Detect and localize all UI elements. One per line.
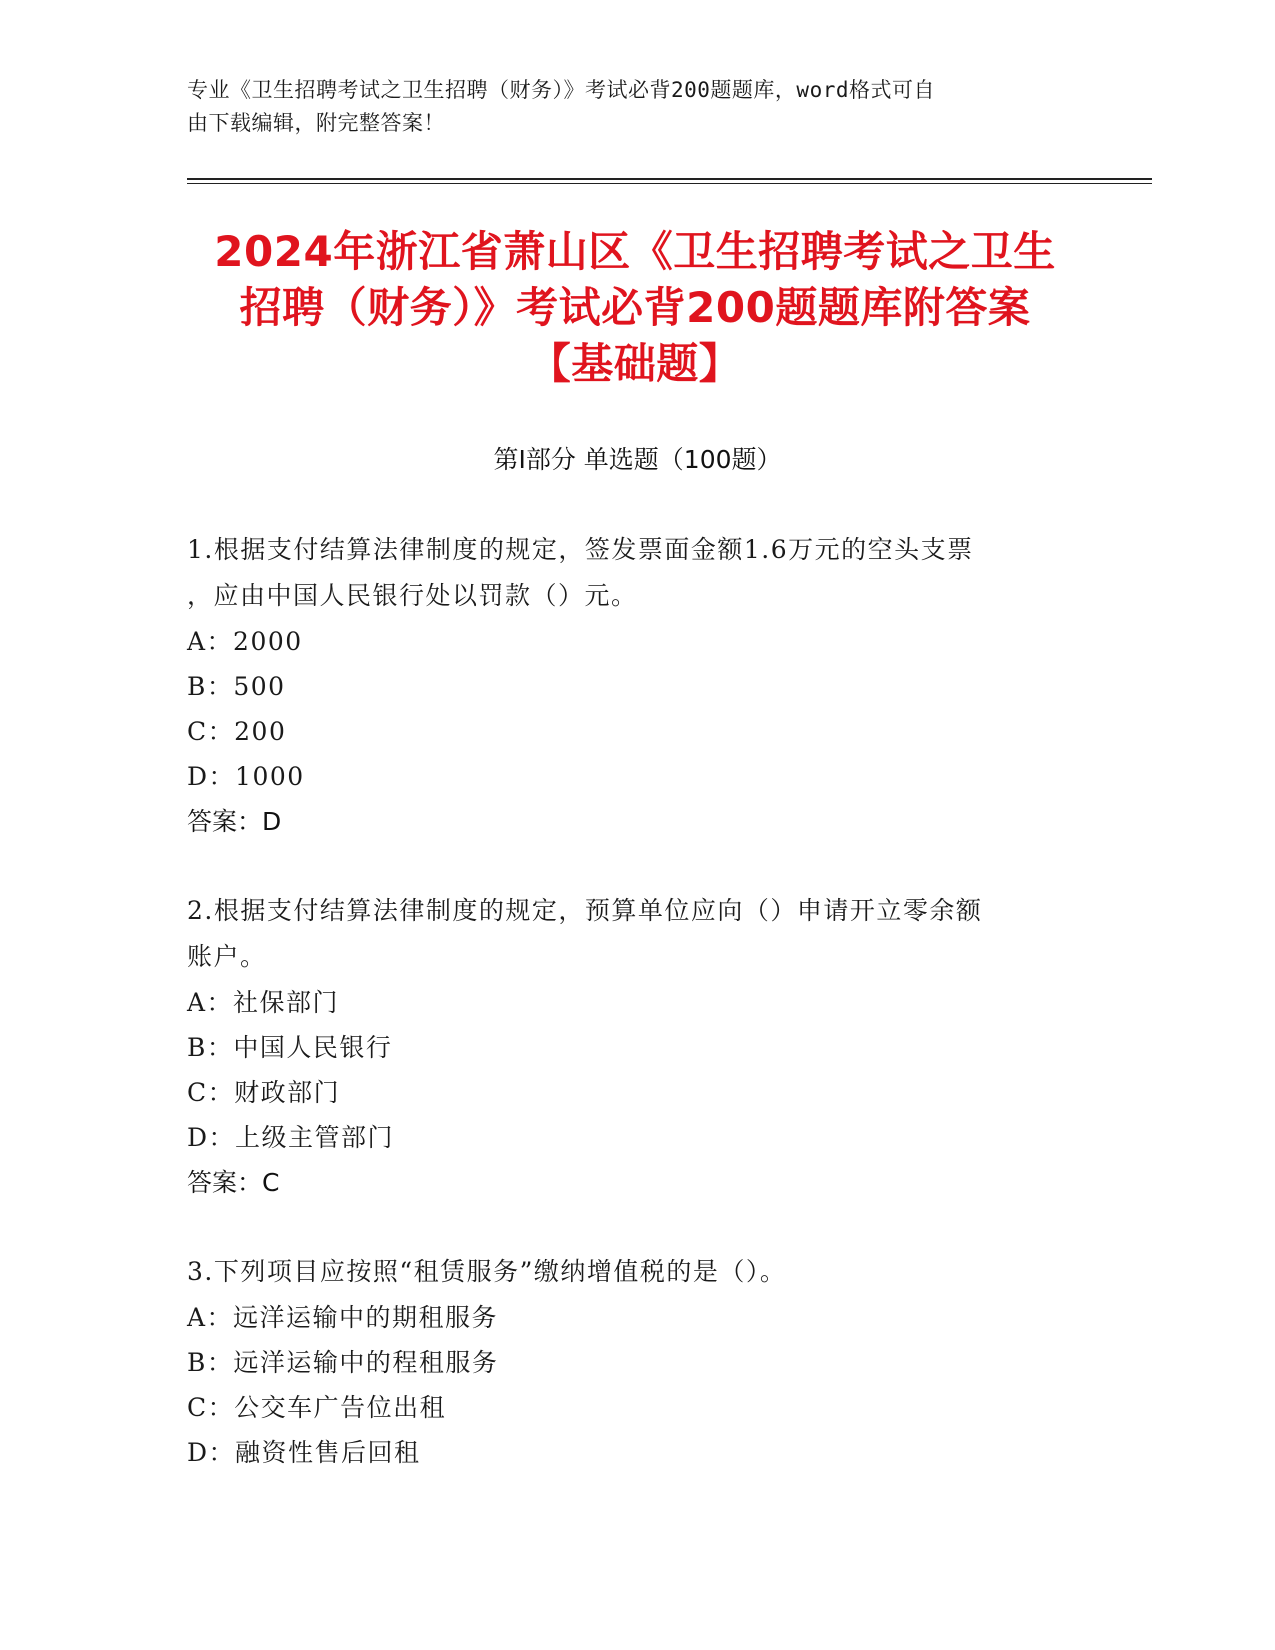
option-c: C：财政部门: [187, 1078, 341, 1107]
question-list: [187, 527, 1067, 1519]
document-title-line-1: 2024年浙江省萧山区《卫生招聘考试之卫生: [214, 227, 1056, 276]
option-b: B：中国人民银行: [187, 1033, 393, 1062]
option-b: B：500: [187, 672, 286, 701]
question-stem-line: 2.根据支付结算法律制度的规定，预算单位应向（）申请开立零余额: [187, 896, 983, 925]
document-title-line-2: 招聘（财务）》考试必背200题题库附答案: [239, 283, 1031, 332]
option-d: D：融资性售后回租: [187, 1438, 421, 1467]
question-stem-line: 1.根据支付结算法律制度的规定，签发票面金额1.6万元的空头支票: [187, 535, 974, 564]
question-stem-line: ，应由中国人民银行处以罚款（）元。: [187, 581, 638, 610]
section-title: 第Ⅰ部分 单选题（100题）: [493, 445, 782, 474]
header-note-line-1: 专业《卫生招聘考试之卫生招聘（财务）》考试必背200题题库，word格式可自: [187, 78, 935, 102]
option-a: A：社保部门: [187, 988, 340, 1017]
document-title: [160, 224, 1110, 392]
question-stem: [187, 527, 1067, 619]
question-stem-line: 账户。: [187, 942, 267, 971]
option-c: C：公交车广告位出租: [187, 1393, 447, 1422]
option-c: C：200: [187, 717, 287, 746]
header-rule-thin: [187, 183, 1152, 184]
question-stem: [187, 1249, 1067, 1295]
question-stem-line: 3.下列项目应按照“租赁服务”缴纳增值税的是（）。: [187, 1257, 787, 1286]
option-d: D：1000: [187, 762, 305, 791]
document-title-line-3: 【基础题】: [528, 339, 742, 388]
answer: 答案：C: [187, 1168, 280, 1197]
question-1: [187, 527, 1067, 844]
answer: 答案：D: [187, 807, 282, 836]
option-a: A：远洋运输中的期租服务: [187, 1303, 499, 1332]
option-d: D：上级主管部门: [187, 1123, 395, 1152]
header-rule-thick: [187, 178, 1152, 180]
question-3: [187, 1249, 1067, 1475]
question-2: [187, 888, 1067, 1205]
header-note: [187, 74, 1067, 140]
question-stem: [187, 888, 1067, 980]
option-a: A：2000: [187, 627, 303, 656]
option-b: B：远洋运输中的程租服务: [187, 1348, 499, 1377]
header-note-line-2: 由下载编辑，附完整答案！: [187, 111, 445, 135]
